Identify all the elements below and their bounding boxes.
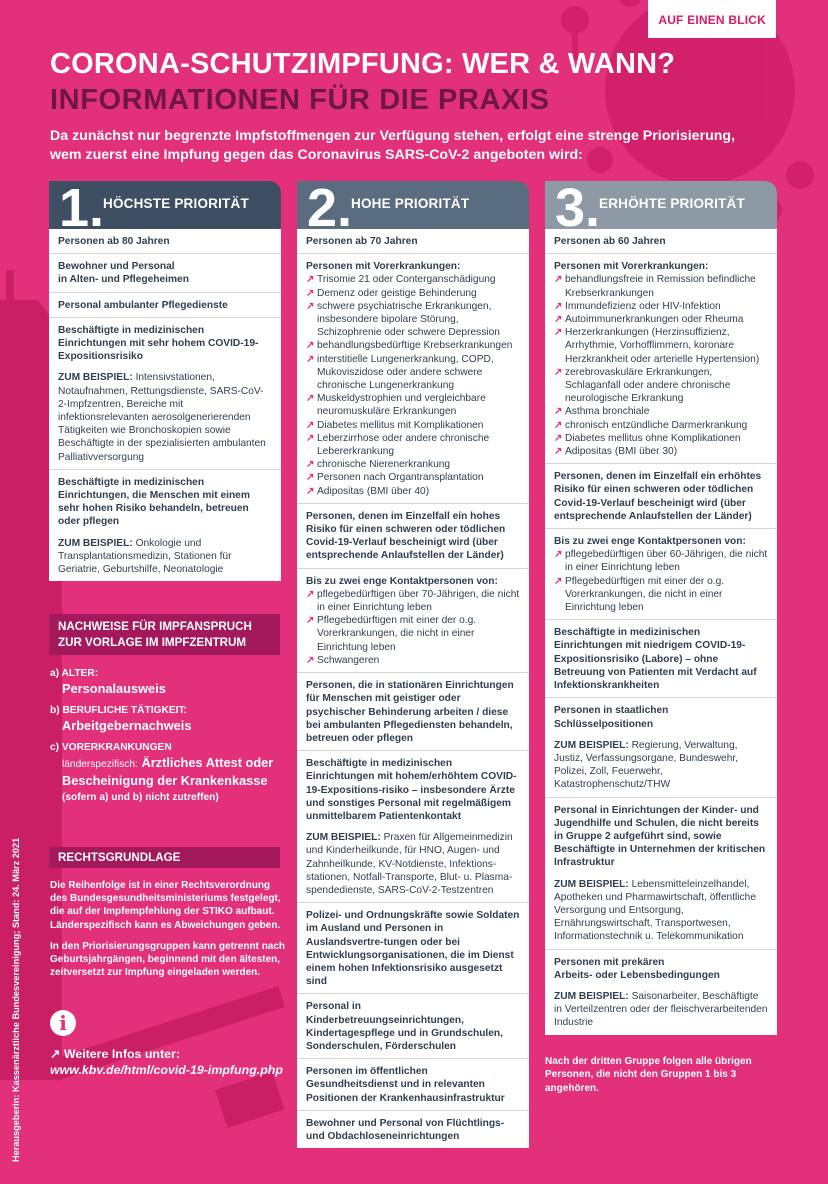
at-a-glance-tag: AUF EINEN BLICK	[648, 0, 776, 38]
group-item: Beschäftigte in medizinischen Einrichtungen mit hohem/erhöhtem COVID-19-Expositions-risiko – insbesondere Ärzte und sonstiges Personal mit regelmäßigem unmittelbarem Patientenkontakt ZUM BEISPIEL: Praxen für Allgemeinmedizin und Kinderheilkunde, für HNO, Augen- und Zahnheilkunde, KV-Notdienste, Infektions-stationen, Notfall-Transporte, Blut- u. Plasma-spendedienste, SARS-CoV-2-Testzentren	[297, 751, 529, 903]
group-item: Bis zu zwei enge Kontaktpersonen von: ↗ pflegebedürftigen über 70-Jährigen, die nicht in einer Einrichtung leben ↗ Pflegebedürftigen mit einer der o.g. Vorerkrankungen, die nicht in einer Einrichtung leben ↗ Schwangeren	[297, 569, 529, 673]
group-item: Personen, die in stationären Einrichtungen für Menschen mit geistiger oder psychischer Behinderung arbeiten / diese bei ambulanten Pflegediensten behandeln, betreuen oder pflegen	[297, 673, 529, 751]
group-item: Personen, denen im Einzelfall ein hohes Risiko für einen schweren oder tödlichen Covid-19-Verlauf bescheinigt wird (über entsprechende Anlaufstellen der Länder)	[297, 504, 529, 569]
column-body	[545, 229, 777, 1035]
group-item: Personen in staatlichen Schlüsselpositionen ZUM BEISPIEL: Regierung, Verwaltung, Justiz, Verfassungsorgane, Bundeswehr, Polizei, Zoll, Feuerwehr, Katastrophenschutz/THW	[545, 698, 777, 797]
column-title: ERHÖHTE PRIORITÄT	[599, 196, 745, 211]
column-body	[49, 229, 281, 581]
column-title: HOHE PRIORITÄT	[351, 196, 470, 211]
group-item: Polizei- und Ordnungskräfte sowie Soldaten im Ausland und Personen in Auslandsvertre-tungen oder bei Entwicklungsorganisationen, die im Dienst einem hohen Infektionsrisiko ausgesetzt sind	[297, 903, 529, 994]
group-item: Personal ambulanter Pflegedienste	[49, 293, 281, 318]
group-item: Personen im öffentlichen Gesundheitsdienst und in relevanten Positionen der Krankenhausinfrastruktur	[297, 1059, 529, 1111]
group-item: Personen ab 60 Jahren	[545, 229, 777, 254]
group-item: Personen ab 70 Jahren	[297, 229, 529, 254]
more-info-link[interactable]: www.kbv.de/html/covid-19-impfung.php	[50, 1063, 283, 1077]
group-item: Bis zu zwei enge Kontaktpersonen von: ↗ pflegebedürftigen über 60-Jährigen, die nicht in einer Einrichtung leben ↗ Pflegebedürftigen mit einer der o.g. Vorerkrankungen, die nicht in einer Einrichtung leben	[545, 529, 777, 620]
evidence-list: a) ALTER: Personalausweis b) BERUFLICHE TÄTIGKEIT: Arbeitgebernachweis c) VORERKRANKUNGEN länderspezifisch: Ärztliches Attest oder Bescheinigung der Krankenkasse (sofern a) und b) nicht zutreffen)	[50, 668, 274, 803]
evidence-heading: NACHWEISE FÜR IMPFANSPRUCH ZUR VORLAGE IM IMPFZENTRUM	[49, 614, 280, 655]
publisher-note: Herausgeberin: Kassenärztliche Bundesvereinigung; Stand: 24. März 2021	[11, 837, 21, 1162]
group-item: Personal in Einrichtungen der Kinder- und Jugendhilfe und Schulen, die nicht bereits in Gruppe 2 aufgeführt sind, sowie Beschäftigte in Unternehmen der kritischen Infrastruktur ZUM BEISPIEL: Lebensmitteleinzelhandel, Apotheken und Pharmawirtschaft, öffentliche Versorgung und Entsorgung, Ernährungswirtschaft, Transportwesen, Informationstechnik u. Telekommunikation	[545, 798, 777, 950]
condition-list: ↗ Trisomie 21 oder Conterganschädigung ↗ Demenz oder geistige Behinderung ↗ schwere psychiatrische Erkrankungen, insbesondere bipolare Störung, Schizophrenie oder schwere Depression ↗ behandlungsbedürftige Krebserkrankungen ↗ interstitielle Lungenerkrankung, COPD, Mukoviszidose oder andere schwere chronische Lungenerkrankung ↗ Muskeldystrophien und vergleichbare neuromuskuläre Erkrankungen ↗ Diabetes mellitus mit Komplikationen ↗ Leberzirrhose oder andere chronische Lebererkrankung ↗ chronische Nierenerkrankung ↗ Personen nach Organtransplantation ↗ Adipositas (BMI über 40)	[306, 273, 520, 497]
group-item: Personen mit Vorerkrankungen: ↗ Trisomie 21 oder Conterganschädigung ↗ Demenz oder geistige Behinderung ↗ schwere psychiatrische Erkrankungen, insbesondere bipolare Störung, Schizophrenie oder schwere Depression ↗ behandlungsbedürftige Krebserkrankungen ↗ interstitielle Lungenerkrankung, COPD, Mukoviszidose oder andere schwere chronische Lungenerkrankung ↗ Muskeldystrophien und vergleichbare neuromuskuläre Erkrankungen ↗ Diabetes mellitus mit Komplikationen ↗ Leberzirrhose oder andere chronische Lebererkrankung ↗ chronische Nierenerkrankung ↗ Personen nach Organtransplantation ↗ Adipositas (BMI über 40)	[297, 254, 529, 504]
info-icon: i	[50, 1010, 76, 1036]
page-subtitle: INFORMATIONEN FÜR DIE PRAXIS	[50, 84, 550, 116]
column-header	[545, 181, 777, 229]
column-number: 1.	[59, 181, 105, 229]
group-item: Bewohner und Personal von Flüchtlings- und Obdachloseneinrichtungen	[306, 1117, 505, 1142]
contact-list: ↗ pflegebedürftigen über 70-Jährigen, die nicht in einer Einrichtung leben ↗ Pflegebedürftigen mit einer der o.g. Vorerkrankungen, die nicht in einer Einrichtung leben ↗ Schwangeren	[306, 588, 520, 667]
column-header	[297, 181, 529, 229]
column-number: 2.	[307, 181, 353, 229]
column-number: 3.	[555, 181, 601, 229]
group-item: Beschäftigte in medizinischen Einrichtungen, die Menschen mit einem sehr hohen Risiko behandeln, betreuen oder pflegen ZUM BEISPIEL: Onkologie und Transplantationsmedizin, Stationen für Geriatrie, Geburtshilfe, Neonatologie	[58, 476, 250, 576]
group-item: Personen ab 80 Jahren	[49, 229, 281, 254]
legal-text: Die Reihenfolge ist in einer Rechtsverordnung des Bundesgesundheitsministeriums festgelegt, die auf der Impfempfehlung der STIKO aufbaut. Länderspezifisch kann es Abweichungen geben. In den Priorisierungsgruppen kann getrennt nach Geburtsjahrgängen, beginnend mit den ältesten, zeitversetzt zur Impfung eingeladen werden.	[50, 880, 286, 979]
legal-heading: RECHTSGRUNDLAGE	[49, 847, 280, 868]
column-header	[49, 181, 281, 229]
group-item: Personen mit prekären Arbeits- oder Lebensbedingungen ZUM BEISPIEL: Saisonarbeiter, Beschäftigte in Verteilzentren oder der fleischverarbeitenden Industrie	[554, 956, 768, 1029]
condition-list: ↗ behandlungsfreie in Remission befindliche Krebserkrankungen ↗ Immundefizienz oder HIV-Infektion ↗ Autoimmunerkrankungen oder Rheuma ↗ Herzerkrankungen (Herzinsuffizienz, Arrhythmie, Vorhofflimmern, koronare Herzkrankheit oder arterielle Hypertension) ↗ zerebrovaskuläre Erkrankungen, Schlaganfall oder andere chronische neurologische Erkrankung ↗ Asthma bronchiale ↗ chronisch entzündliche Darmerkrankung ↗ Diabetes mellitus ohne Komplikationen ↗ Adipositas (BMI über 30)	[554, 273, 768, 458]
group-item: Beschäftigte in medizinischen Einrichtungen mit niedrigem COVID-19-Expositionsrisiko (Labore) – ohne Betreuung von Patienten mit Verdacht auf Infektionskrankheiten	[545, 620, 777, 698]
more-info-label: ↗ Weitere Infos unter:	[50, 1047, 180, 1061]
group-item: Personal in Kinderbetreuungseinrichtungen, Kindertagespflege und in Grundschulen, Sonderschulen, Förderschulen	[297, 994, 529, 1059]
group-item: Bewohner und Personal in Alten- und Pflegeheimen	[49, 254, 281, 292]
page-title: CORONA-SCHUTZIMPFUNG: WER & WANN?	[50, 48, 676, 80]
priority-column-2	[297, 181, 529, 1148]
priority-column-1	[49, 181, 281, 581]
group-item: Personen, denen im Einzelfall ein erhöhtes Risiko für einen schweren oder tödlichen Covid-19-Verlauf bescheinigt wird (über entsprechende Anlaufstellen der Länder)	[545, 464, 777, 529]
group-item: Beschäftigte in medizinischen Einrichtungen mit sehr hohem COVID-19-Expositionsrisiko ZUM BEISPIEL: Intensivstationen, Notaufnahmen, Rettungsdienste, SARS-CoV-2-Impfzentren, Bereiche mit infektionsrelevanten aerosolgenerierenden Tätigkeiten wie Bronchoskopien sowie Beschäftigte in der spezialisierten ambulanten Palliativversorgung	[49, 318, 281, 470]
column-title: HÖCHSTE PRIORITÄT	[103, 196, 249, 211]
after-groups-note: Nach der dritten Gruppe folgen alle übrigen Personen, die nicht den Gruppen 1 bis 3 angehören.	[545, 1056, 752, 1094]
priority-column-3	[545, 181, 777, 1035]
column-body	[297, 229, 529, 1148]
contact-list: ↗ pflegebedürftigen über 60-Jährigen, die nicht in einer Einrichtung leben ↗ Pflegebedürftigen mit einer der o.g. Vorerkrankungen, die nicht in einer Einrichtung leben	[554, 548, 768, 614]
intro-text: Da zunächst nur begrenzte Impfstoffmengen zur Verfügung stehen, erfolgt eine strenge Priorisierung, wem zuerst eine Impfung gegen das Coronavirus SARS-CoV-2 angeboten wird:	[50, 128, 736, 163]
group-item: Personen mit Vorerkrankungen: ↗ behandlungsfreie in Remission befindliche Krebserkrankungen ↗ Immundefizienz oder HIV-Infektion ↗ Autoimmunerkrankungen oder Rheuma ↗ Herzerkrankungen (Herzinsuffizienz, Arrhythmie, Vorhofflimmern, koronare Herzkrankheit oder arterielle Hypertension) ↗ zerebrovaskuläre Erkrankungen, Schlaganfall oder andere chronische neurologische Erkrankung ↗ Asthma bronchiale ↗ chronisch entzündliche Darmerkrankung ↗ Diabetes mellitus ohne Komplikationen ↗ Adipositas (BMI über 30)	[545, 254, 777, 464]
